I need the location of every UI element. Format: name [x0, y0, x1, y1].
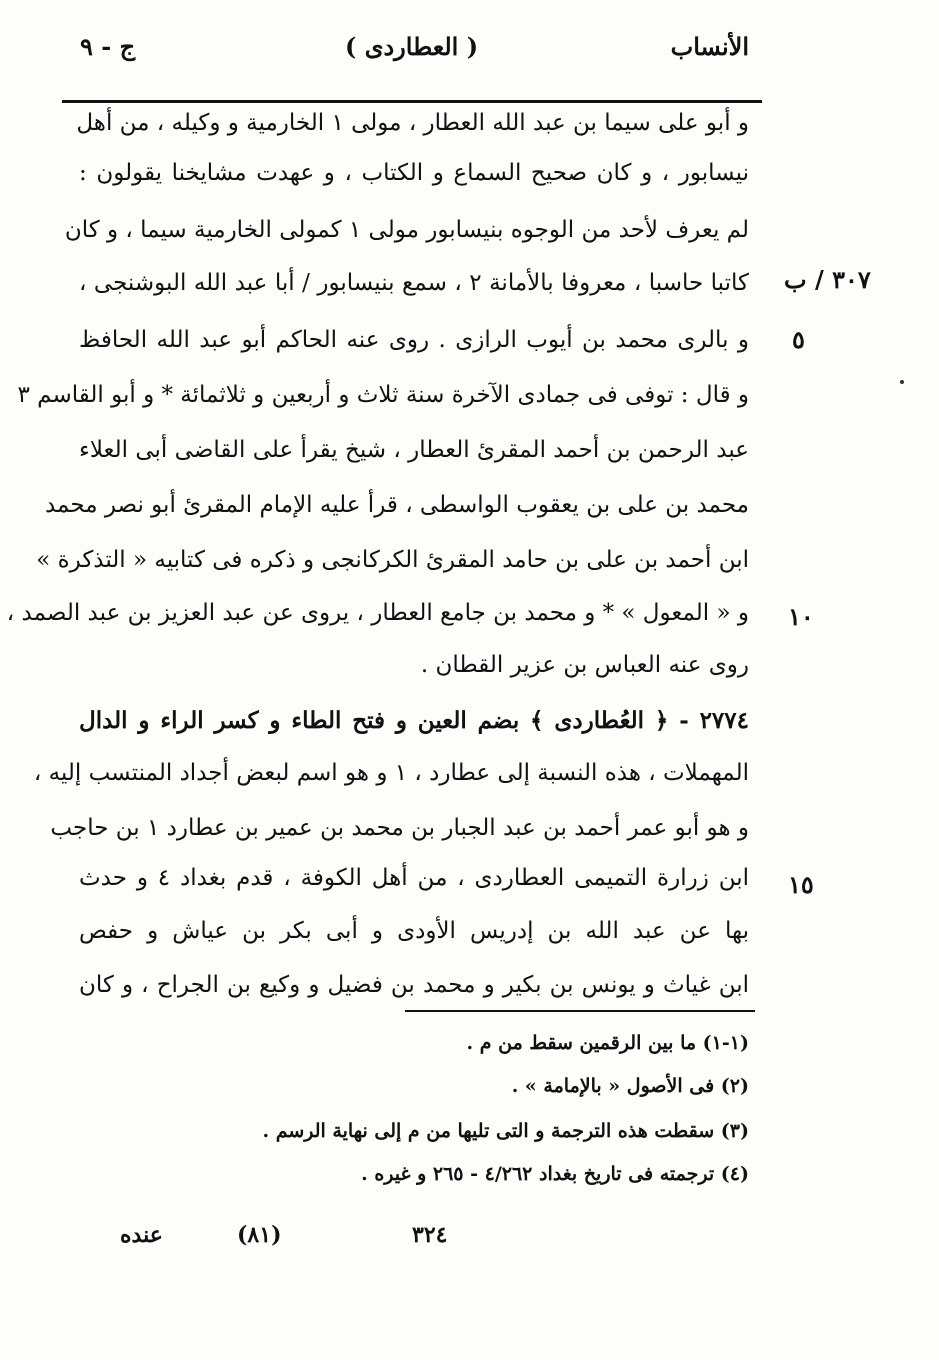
header-rule	[62, 100, 762, 103]
line-number-5: ٥	[792, 325, 805, 354]
text-underline	[405, 1010, 755, 1012]
folio-reference: ٣٠٧ / ب	[784, 265, 871, 294]
entry-heading: ( العطاردى )	[345, 32, 479, 61]
text-line: و قال : توفى فى جمادى الآخرة سنة ثلاث و أربعين و ثلاثمائة * و أبو القاسم ٣	[17, 382, 749, 408]
footnote: (٢) فى الأصول « بالإمامة » .	[511, 1075, 749, 1097]
footnote: (١-١) ما بين الرقمين سقط من م .	[466, 1032, 749, 1054]
footnote: (٤) ترجمته فى تاريخ بغداد ٤/٢٦٢ - ٢٦٥ و غيره .	[361, 1163, 749, 1185]
entry-2774-line: ٢٧٧٤ - ﴿ العُطاردى ﴾ بضم العين و فتح الطاء و كسر الراء و الدال	[79, 707, 749, 734]
text-line: ابن غياث و يونس بن بكير و محمد بن فضيل و وكيع بن الجراح ، و كان	[79, 972, 749, 998]
text-line: عبد الرحمن بن أحمد المقرئ العطار ، شيخ يقرأ على القاضى أبى العلاء	[79, 437, 749, 463]
text-line: و « المعول » * و محمد بن جامع العطار ، يروى عن عبد العزيز بن عبد الصمد ،	[6, 600, 749, 626]
line-number-10: ١٠	[788, 602, 814, 631]
page-number: ٣٢٤	[412, 1222, 448, 1248]
footnote: (٣) سقطت هذه الترجمة و التى تليها من م إلى نهاية الرسم .	[262, 1120, 749, 1142]
text-line: روى عنه العباس بن عزير القطان .	[420, 652, 749, 678]
line-number-15: ١٥	[788, 870, 814, 899]
text-line: و هو أبو عمر أحمد بن عبد الجبار بن محمد بن عمير بن عطارد ١ بن حاجب	[50, 815, 749, 841]
text-line: بها عن عبد الله بن إدريس الأودى و أبى بكر بن عياش و حفص	[79, 918, 749, 944]
text-line: نيسابور ، و كان صحيح السماع و الكتاب ، و عهدت مشايخنا يقولون :	[79, 160, 749, 186]
signature-mark: (٨١)	[237, 1222, 282, 1248]
catchword: عنده	[120, 1222, 163, 1248]
text-line: و أبو على سيما بن عبد الله العطار ، مولى ١ الخارمية و وكيله ، من أهل	[76, 110, 749, 136]
text-line: محمد بن على بن يعقوب الواسطى ، قرأ عليه الإمام المقرئ أبو نصر محمد	[44, 492, 749, 518]
text-line: ابن زرارة التميمى العطاردى ، من أهل الكوفة ، قدم بغداد ٤ و حدث	[79, 865, 749, 891]
text-line: المهملات ، هذه النسبة إلى عطارد ، ١ و هو اسم لبعض أجداد المنتسب إليه ،	[33, 760, 749, 786]
text-line: لم يعرف لأحد من الوجوه بنيسابور مولى ١ كمولى الخارمية سيما ، و كان	[64, 217, 749, 243]
volume-label: ج - ٩	[80, 32, 136, 61]
text-line: كاتبا حاسبا ، معروفا بالأمانة ٢ ، سمع بنيسابور / أبا عبد الله البوشنجى ،	[79, 270, 749, 296]
text-line: ابن أحمد بن على بن حامد المقرئ الكركانجى و ذكره فى كتابيه « التذكرة »	[36, 547, 749, 573]
text-line: و بالرى محمد بن أيوب الرازى . روى عنه الحاكم أبو عبد الله الحافظ	[79, 327, 749, 353]
running-title: الأنساب	[670, 32, 749, 61]
paper-speck	[900, 380, 904, 384]
